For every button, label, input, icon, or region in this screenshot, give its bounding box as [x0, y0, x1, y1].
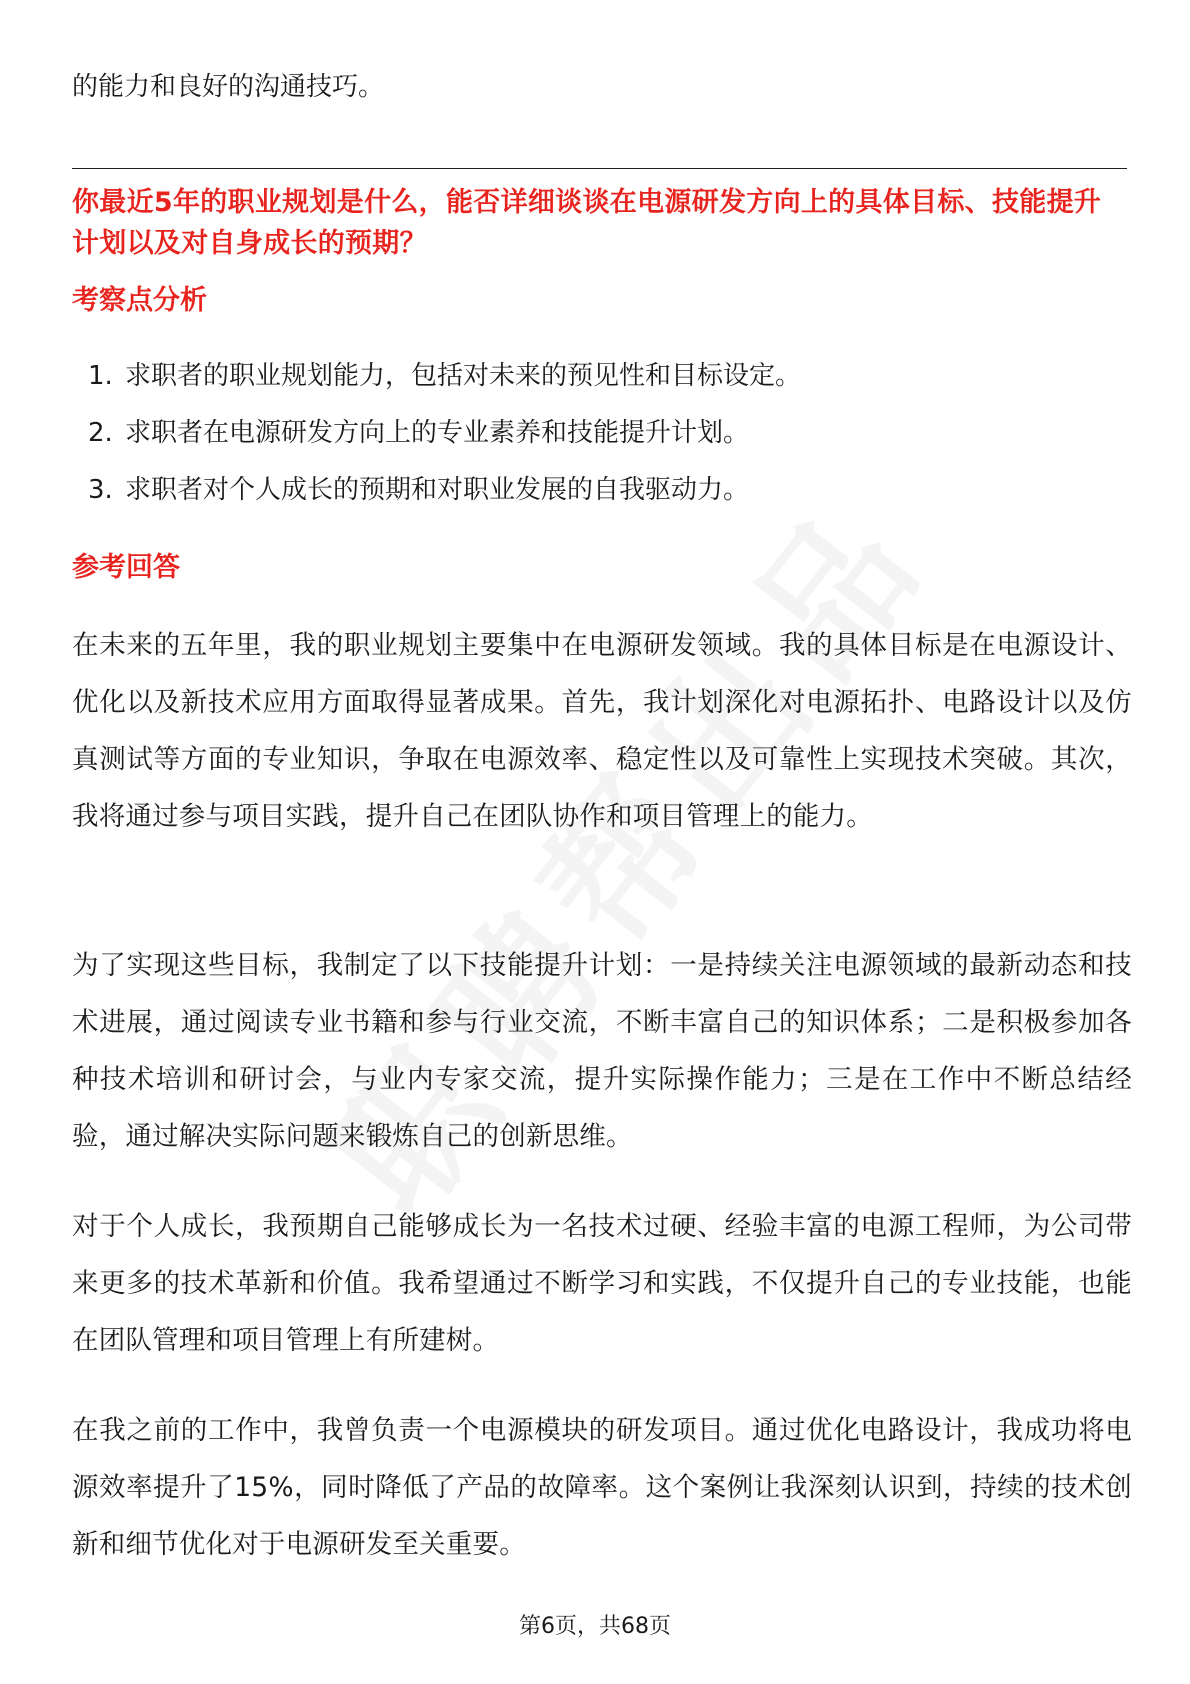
analysis-list — [88, 357, 1088, 528]
list-item — [88, 414, 1088, 471]
intro-tail-text: 的能力和良好的沟通技巧。 — [72, 72, 385, 102]
list-item-text: 求职者的职业规划能力，包括对未来的预见性和目标设定。 — [125, 361, 802, 391]
list-item-text: 求职者在电源研发方向上的专业素养和技能提升计划。 — [125, 418, 750, 448]
question-heading: 你最近5年的职业规划是什么，能否详细谈谈在电源研发方向上的具体目标、技能提升计划以及对自身成长的预期？ — [72, 187, 1102, 259]
list-number: 2. — [88, 418, 113, 448]
page-number-footer: 第6页，共68页 — [519, 1614, 671, 1639]
answer-heading: 参考回答 — [72, 552, 180, 583]
answer-paragraph: 在未来的五年里，我的职业规划主要集中在电源研发领域。我的具体目标是在电源设计、优化以及新技术应用方面取得显著成果。首先，我计划深化对电源拓扑、电路设计以及仿真测试等方面的专业知识，争取在电源效率、稳定性以及可靠性上实现技术突破。其次，我将通过参与项目实践，提升自己在团队协作和项目管理上的能力。 — [72, 630, 1132, 832]
answer-paragraph: 对于个人成长，我预期自己能够成长为一名技术过硬、经验丰富的电源工程师，为公司带来更多的技术革新和价值。我希望通过不断学习和实践，不仅提升自己的专业技能，也能在团队管理和项目管理上有所建树。 — [72, 1211, 1132, 1356]
list-number: 3. — [88, 475, 113, 505]
analysis-heading: 考察点分析 — [72, 285, 207, 316]
list-item-text: 求职者对个人成长的预期和对职业发展的自我驱动力。 — [125, 475, 750, 505]
answer-paragraph: 为了实现这些目标，我制定了以下技能提升计划：一是持续关注电源领域的最新动态和技术进展，通过阅读专业书籍和参与行业交流，不断丰富自己的知识体系；二是积极参加各种技术培训和研讨会，与业内专家交流，提升实际操作能力；三是在工作中不断总结经验，通过解决实际问题来锻炼自己的创新思维。 — [72, 950, 1132, 1152]
list-item — [88, 357, 1088, 414]
list-item — [88, 471, 1088, 528]
answer-paragraph: 在我之前的工作中，我曾负责一个电源模块的研发项目。通过优化电路设计，我成功将电源效率提升了15%，同时降低了产品的故障率。这个案例让我深刻认识到，持续的技术创新和细节优化对于电源研发至关重要。 — [72, 1415, 1132, 1560]
list-number: 1. — [88, 361, 113, 391]
section-divider — [72, 168, 1127, 169]
